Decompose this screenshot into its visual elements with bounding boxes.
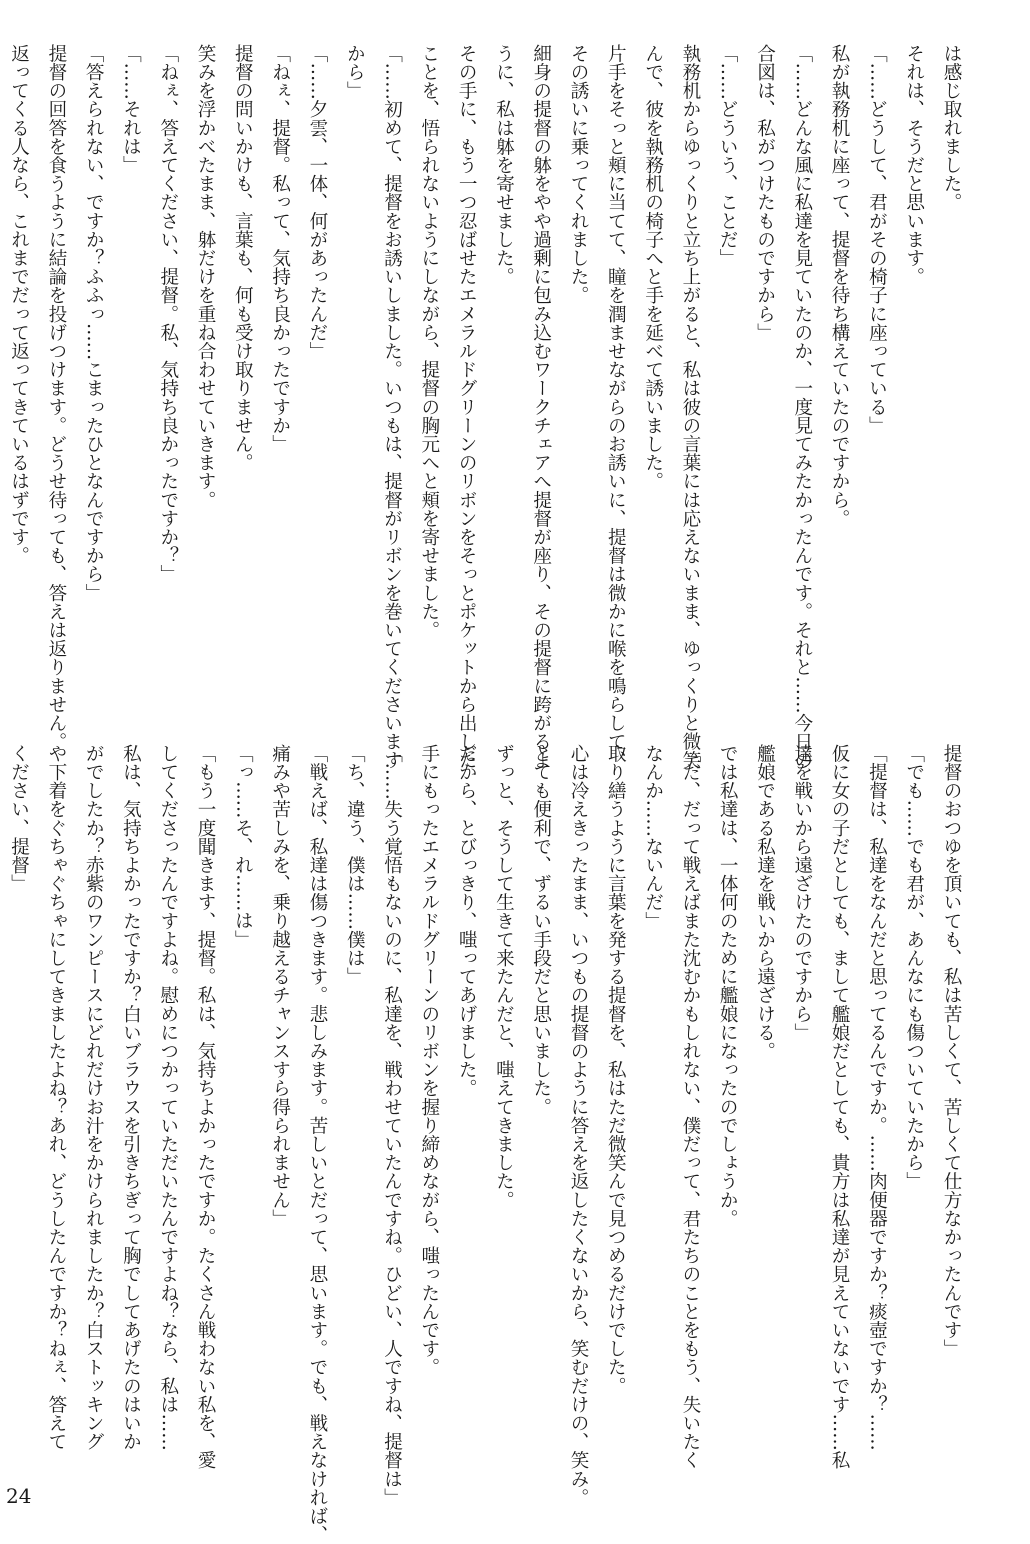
text-line: ください、提督」 [0,744,37,1404]
text-line: 痛みや苦しみを、乗り越えるチャンスすら得られません」 [261,744,298,1404]
text-line: 細身の提督の躰をやや過剰に包み込むワークチェアへ提督が座り、その提督に跨がるよ [522,44,559,704]
text-line: 「……どういう、ことだ」 [709,44,746,704]
text-line: その誘いに乗ってくれました。 [560,44,597,704]
text-line: 私は、気持ちよかったですか？白いブラウスを引きちぎって胸でしてあげたのはいか [112,744,149,1404]
text-line: 手にもったエメラルドグリーンのリボンを握り締めながら、嗤ったんです。 [411,744,448,1404]
text-line: 「ち、違う、僕は……僕は」 [336,744,373,1404]
text-line: 「だ、だって戦えばまた沈むかもしれない、僕だって、君たちのことをもう、失いたく [672,744,709,1404]
text-line: では私達は、一体何のために艦娘になったのでしょうか。 [709,744,746,1404]
text-line: 合図は、私がつけたものですから」 [746,44,783,704]
text-line: 「でも……でも君が、あんなにも傷ついていたから」 [895,744,932,1404]
text-line: それは、そうだと思います。 [895,44,932,704]
text-line: がでしたか？赤紫のワンピースにどれだけお汁をかけられましたか？白ストッキング [75,744,112,1404]
text-line: 片手をそっと頬に当てて、瞳を潤ませながらのお誘いに、提督は微かに喉を鳴らして、 [597,44,634,704]
page-number: 24 [6,1484,31,1508]
text-line: その手に、もう一つ忍ばせたエメラルドグリーンのリボンをそっとポケットから出した [448,44,485,704]
text-line: 「戦えば、私達は傷つきます。悲しみます。苦しいとだって、思います。でも、戦えなければ、 [299,744,336,1404]
text-line: 艦娘である私達を戦いから遠ざける。 [746,744,783,1404]
text-line: 心は冷えきったまま、いつもの提督のように答えを返したくないから、笑むだけの、笑み。 [560,744,597,1404]
text-line: 「ねぇ、提督。私って、気持ち良かったですか」 [261,44,298,704]
text-line: 「……失う覚悟もないのに、私達を、戦わせていたんですね。ひどい、人ですね、提督は」 [373,744,410,1404]
text-line: 執務机からゆっくりと立ち上がると、私は彼の言葉には応えないまま、ゆっくりと微笑 [672,44,709,704]
text-line: 「っ……そ、れ……は」 [224,744,261,1404]
text-block-bottom [40,744,970,1404]
text-line: 取り繕うように言葉を発する提督を、私はただ微笑んで見つめるだけでした。 [597,744,634,1404]
text-line: 仮に女の子だとしても、まして艦娘だとしても、貴方は私達が見えていないです……私 [821,744,858,1404]
text-line: 「……夕雲、一体、何があったんだ」 [299,44,336,704]
text-line: 「……それは」 [112,44,149,704]
text-line: から」 [336,44,373,704]
text-line: 提督の問いかけも、言葉も、何も受け取りません。 [224,44,261,704]
text-line: 「もう一度聞きます、提督。私は、気持ちよかったですか。たくさん戦わない私を、愛 [187,744,224,1404]
text-line: 笑みを浮かべたまま、躰だけを重ね合わせていきます。 [187,44,224,704]
text-line: 返ってくる人なら、これまでだって返ってきているはずです。 [0,44,37,704]
text-line: 提督の回答を食うように結論を投げつけます。どうせ待っても、答えは返りません。 [38,44,75,704]
text-line: うに、私は躰を寄せました。 [485,44,522,704]
text-line: 「……初めて、提督をお誘いしました。いつもは、提督がリボンを巻いてくださいます [373,44,410,704]
text-line: 私が執務机に座って、提督を待ち構えていたのですから。 [821,44,858,704]
text-line: 「……どうして、君がその椅子に座っている」 [858,44,895,704]
text-line: してくださったんですよね。慰めにつかっていただいたんですよね？なら、私は…… [149,744,186,1404]
text-line: ずっと、そうして生きて来たんだと、嗤えてきました。 [485,744,522,1404]
text-line: とても便利で、ずるい手段だと思いました。 [522,744,559,1404]
text-line: 達を戦いから遠ざけたのですから」 [784,744,821,1404]
text-line: や下着をぐちゃぐちゃにしてきましたよね？あれ、どうしたんですか？ねぇ、答えて [38,744,75,1404]
text-line: んで、彼を執務机の椅子へと手を延べて誘いました。 [634,44,671,704]
text-line: 「ねぇ、答えてください、提督。私、気持ち良かったですか？」 [149,44,186,704]
text-line: 「答えられない、ですか？ふふっ……こまったひとなんですから」 [75,44,112,704]
text-line: 「提督は、私達をなんだと思ってるんですか。……肉便器ですか？痰壺ですか？…… [858,744,895,1404]
text-line: 提督のおつゆを頂いても、私は苦しくて、苦しくて仕方なかったんです」 [933,744,970,1404]
text-line: は感じ取れました。 [933,44,970,704]
text-line: なんか……ないんだ」 [634,744,671,1404]
text-line: だから、とびっきり、嗤ってあげました。 [448,744,485,1404]
text-block-top [40,44,970,704]
text-line: 「……どんな風に私達を見ていたのか、一度見てみたかったんです。それと……今日の [784,44,821,704]
text-line: ことを、悟られないようにしながら、提督の胸元へと頬を寄せました。 [411,44,448,704]
